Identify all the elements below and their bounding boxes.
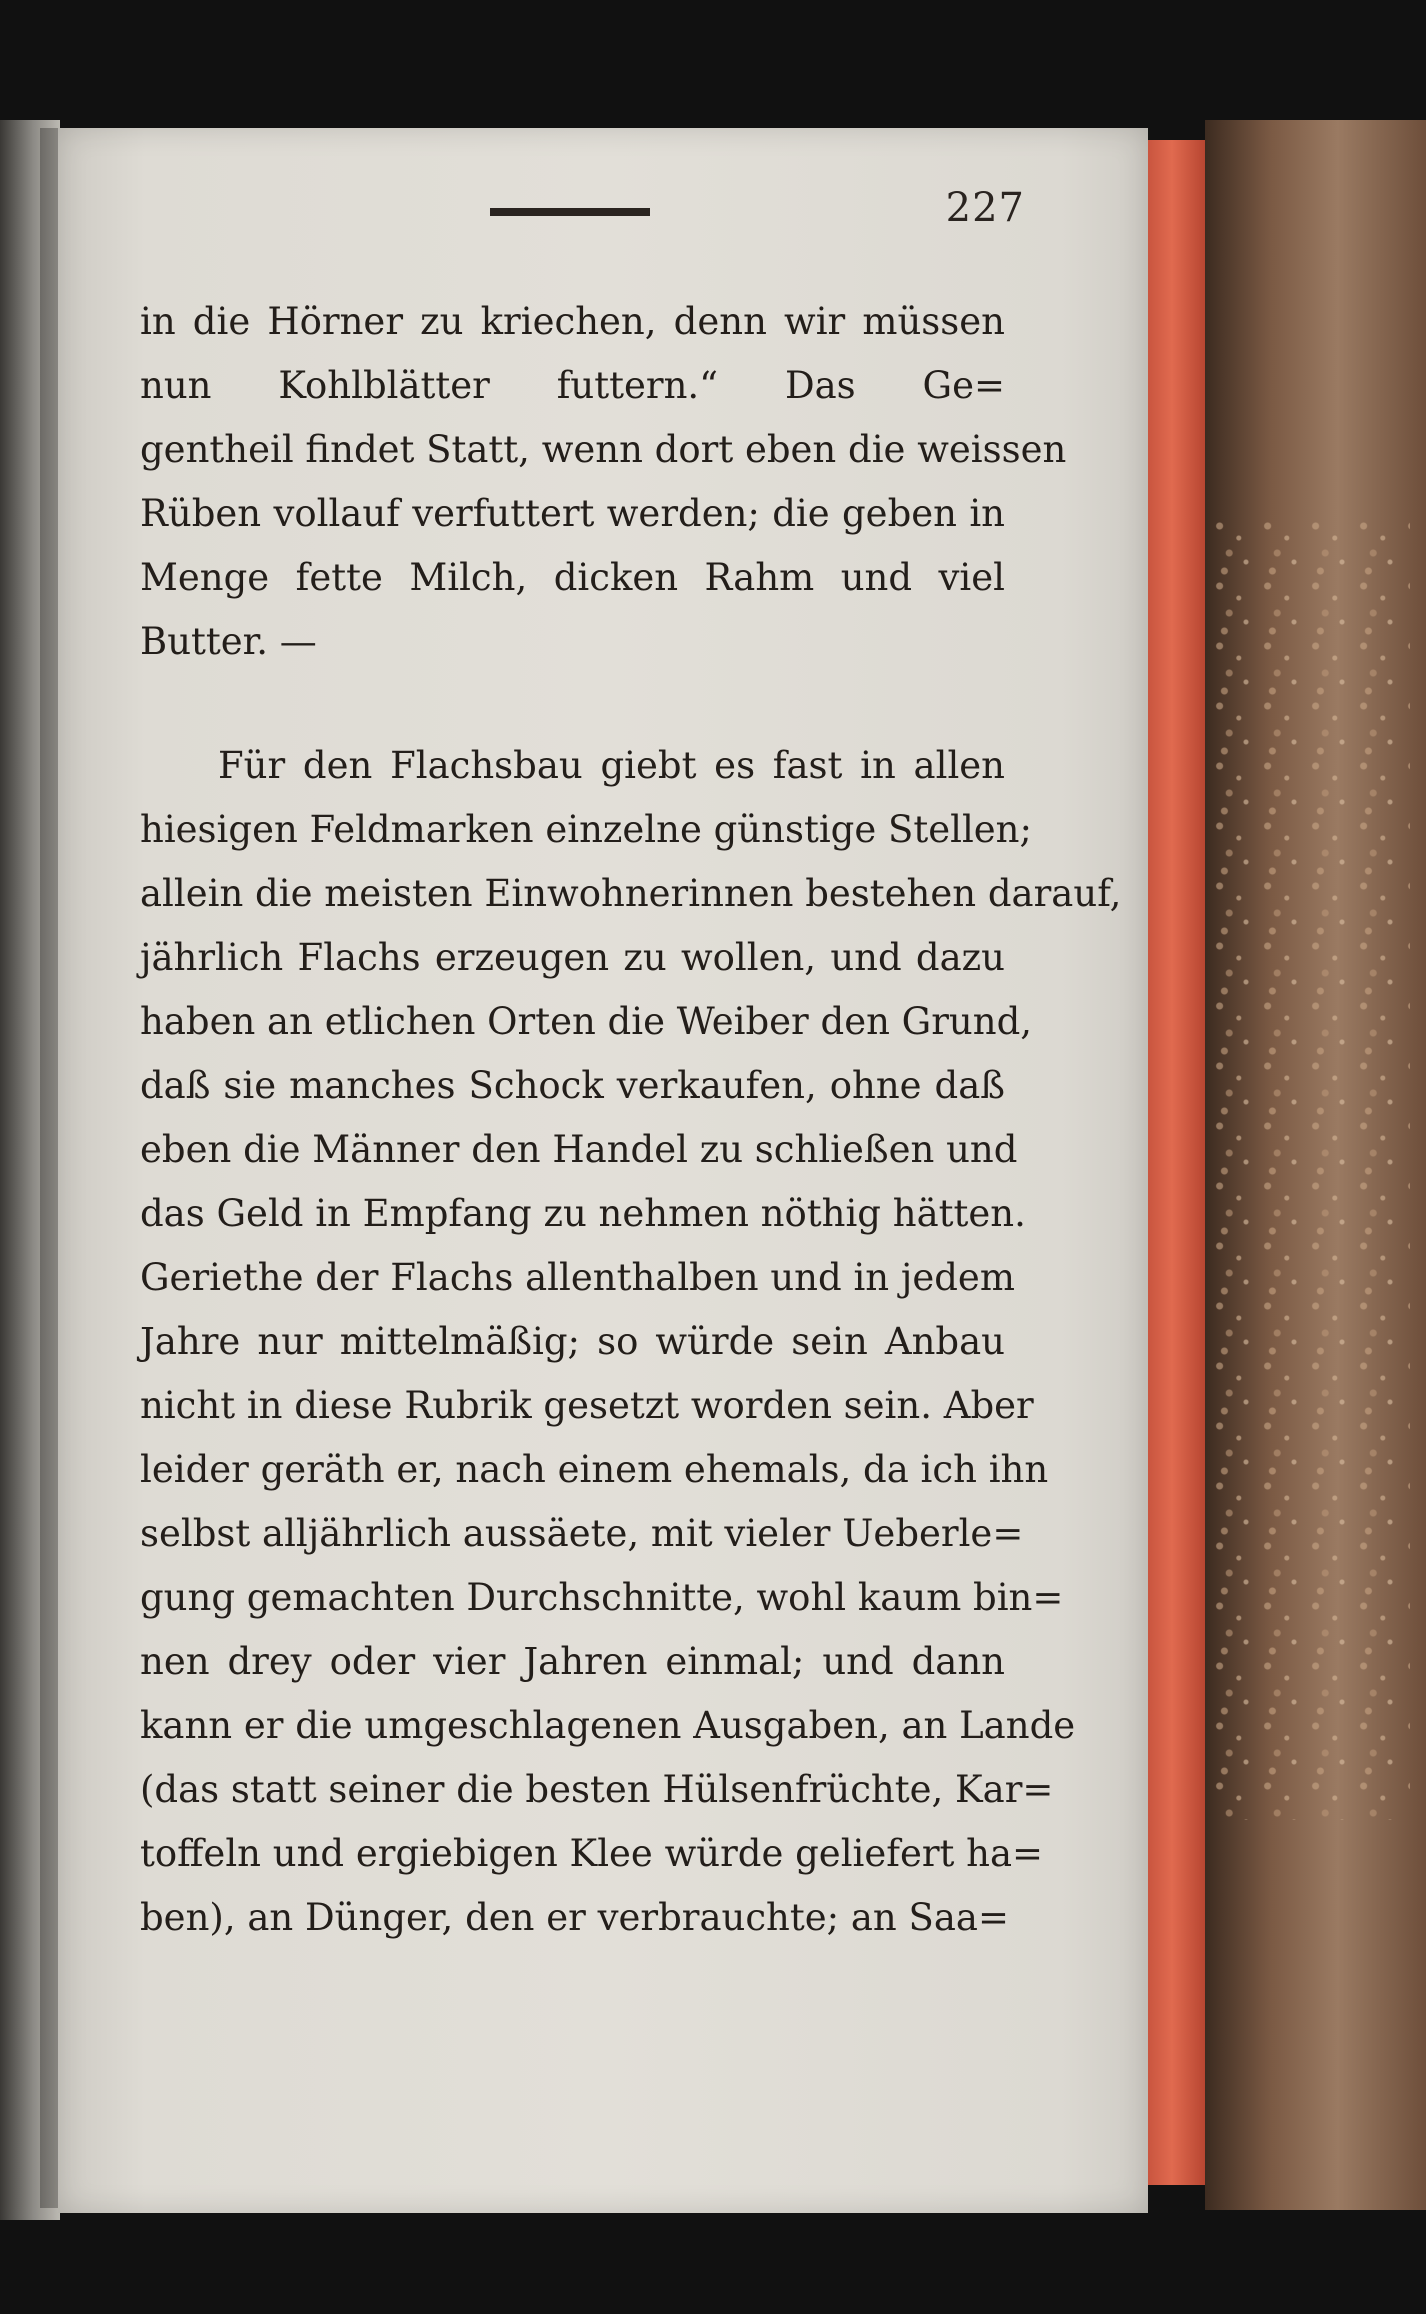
- paragraph-2: [140, 734, 1122, 1950]
- text-line: allein die meisten Einwohnerinnen bestehen darauf,: [140, 872, 1122, 915]
- text-line: Rüben vollauf verfuttert werden; die geben in: [140, 492, 1005, 535]
- text-line: gung gemachten Durchschnitte, wohl kaum bin=: [140, 1576, 1064, 1619]
- page-number: 227: [945, 185, 1025, 231]
- text-line: gentheil findet Statt, wenn dort eben die weissen: [140, 428, 1067, 471]
- text-line: nicht in diese Rubrik gesetzt worden sein. Aber: [140, 1384, 1034, 1427]
- text-line: hiesigen Feldmarken einzelne günstige Stellen;: [140, 808, 1032, 851]
- red-page-edges: [1148, 140, 1208, 2185]
- text-line: kann er die umgeschlagenen Ausgaben, an Lande: [140, 1704, 1076, 1747]
- text-line: jährlich Flachs erzeugen zu wollen, und dazu: [140, 936, 1005, 979]
- body-text: [140, 290, 1122, 1950]
- text-line: leider geräth er, nach einem ehemals, da ich ihn: [140, 1448, 1049, 1491]
- text-line: haben an etlichen Orten die Weiber den Grund,: [140, 1000, 1033, 1043]
- text-line: Für den Flachsbau giebt es fast in allen: [218, 744, 1005, 787]
- paragraph-gap: [140, 674, 1005, 734]
- paragraph-1: [140, 290, 1067, 674]
- text-line: Jahre nur mittelmäßig; so würde sein Anbau: [140, 1320, 1005, 1363]
- text-line: ben), an Dünger, den er verbrauchte; an Saa=: [140, 1896, 1009, 1939]
- cover-speckle-pattern: [1210, 520, 1410, 1820]
- text-line: Geriethe der Flachs allenthalben und in jedem: [140, 1256, 1015, 1299]
- text-line: toffeln und ergiebigen Klee würde geliefert ha=: [140, 1832, 1044, 1875]
- text-line: nen drey oder vier Jahren einmal; und dann: [140, 1640, 1005, 1683]
- text-line: das Geld in Empfang zu nehmen nöthig hätten.: [140, 1192, 1026, 1235]
- text-line: selbst alljährlich aussäete, mit vieler Ueberle=: [140, 1512, 1024, 1555]
- text-line: Butter. —: [140, 620, 317, 663]
- text-line: in die Hörner zu kriechen, denn wir müssen: [140, 300, 1005, 343]
- text-line: (das statt seiner die besten Hülsenfrüchte, Kar=: [140, 1768, 1054, 1811]
- text-line: Menge fette Milch, dicken Rahm und viel: [140, 556, 1005, 599]
- header-rule: [490, 208, 650, 216]
- text-line: eben die Männer den Handel zu schließen und: [140, 1128, 1018, 1171]
- text-line: daß sie manches Schock verkaufen, ohne daß: [140, 1064, 1005, 1107]
- text-line: nun Kohlblätter futtern.“ Das Ge=: [140, 364, 1005, 407]
